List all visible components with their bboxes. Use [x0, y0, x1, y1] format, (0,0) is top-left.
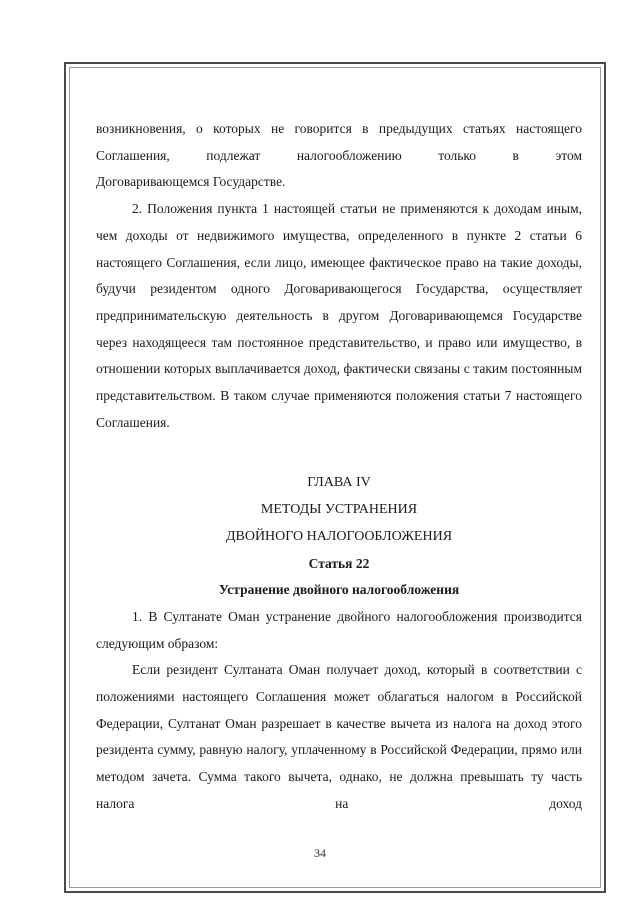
chapter-heading: [96, 470, 582, 550]
article-title: Устранение двойного налогообложения: [218, 582, 460, 598]
chapter-title-line-1: МЕТОДЫ УСТРАНЕНИЯ: [260, 502, 418, 518]
article-number: Статья 22: [308, 555, 370, 571]
paragraph-article-22-item-1-body: Если резидент Султаната Оман получает доход, который в соответствии с положениями настоящего Соглашения может облагаться налогом в Российской Федерации, Султанат Оман разрешает в качестве вычета из налога на доход этого резидента сумму, равную налогу, уплаченному в Российской Федерации, прямо или методом зачета. Сумма такого вычета, однако, не должна превышать ту часть налога на доход: [96, 662, 582, 811]
chapter-title-line-2: ДВОЙНОГО НАЛОГООБЛОЖЕНИЯ: [225, 528, 453, 544]
page-number: 34: [314, 846, 326, 860]
document-body: [96, 116, 582, 818]
paragraph-continuation-line-1: возникновения, о которых не говорится в предыдущих статьях настоящего: [96, 121, 582, 136]
paragraph-continuation-line-2: Соглашения, подлежат налогообложению только в этом: [96, 147, 582, 163]
paragraph-article-22-item-1: 1. В Султанате Оман устранение двойного налогообложения производится следующим образом:: [96, 608, 582, 651]
paragraph-continuation-line-3: Договаривающемся Государстве.: [96, 174, 286, 190]
paragraph-article-21-item-2: 2. Положения пункта 1 настоящей статьи не применяются к доходам иным, чем доходы от недвижимого имущества, определенного в пункте 2 статьи 6 настоящего Соглашения, если лицо, имеющее фактическое право на такие доходы, будучи резидентом одного Договаривающегося Государства, осуществляет предпринимательскую деятельность в другом Договаривающемся Государстве через находящееся там постоянное представительство, и право или имущество, в отношении которых выплачивается доход, фактически связаны с таким постоянным представительством. В таком случае применяются положения статьи 7 настоящего Соглашения.: [96, 201, 582, 430]
chapter-label: ГЛАВА IV: [307, 475, 371, 491]
